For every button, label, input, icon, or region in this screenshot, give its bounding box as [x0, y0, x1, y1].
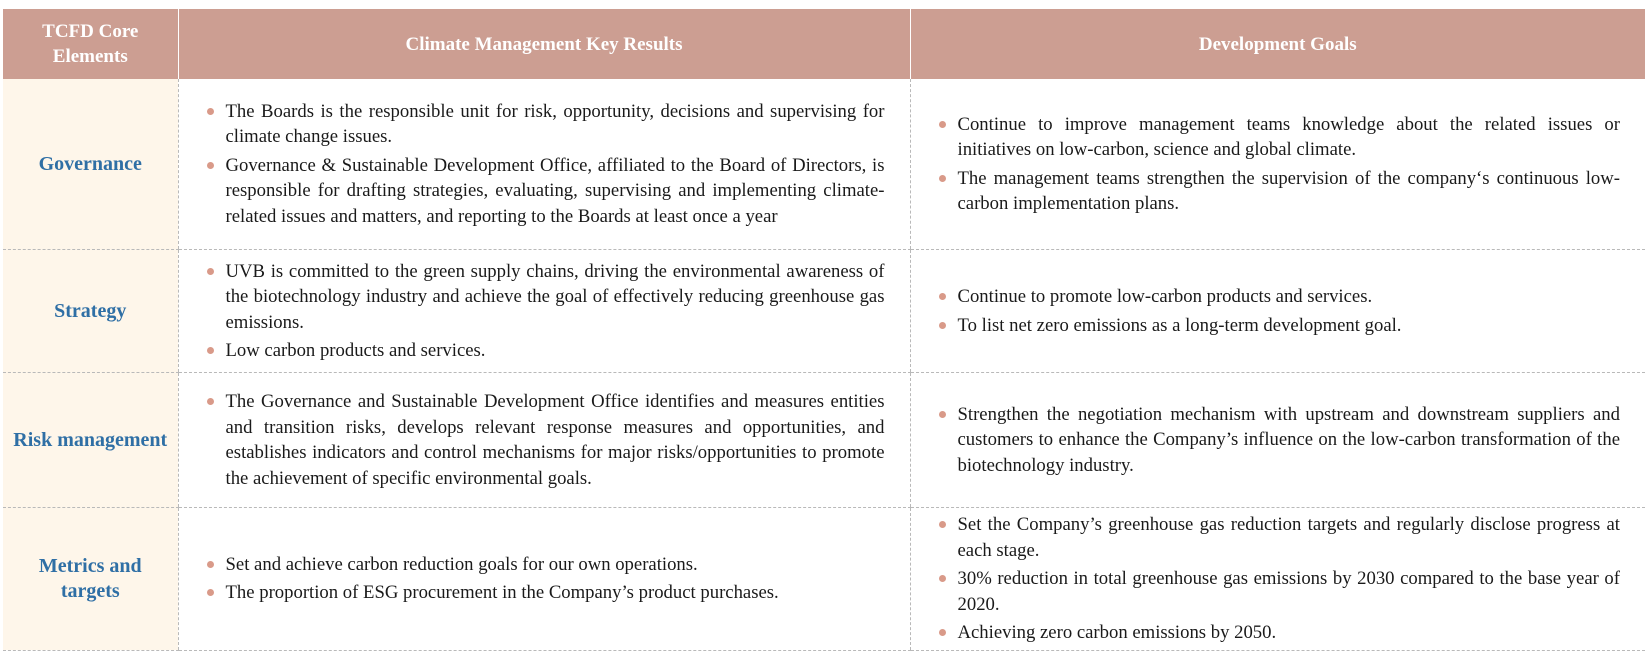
list-item: 30% reduction in total greenhouse gas emissions by 2030 compared to the base year of 2020.	[958, 566, 1621, 617]
list-item: Set the Company’s greenhouse gas reduction targets and regularly disclose progress at each stage.	[958, 512, 1621, 563]
element-governance: Governance	[3, 79, 178, 250]
list-item: Continue to improve management teams knowledge about the related issues or initiatives on low-carbon, science and global climate.	[958, 112, 1621, 163]
goals-metrics-and-targets	[910, 508, 1645, 651]
results-list	[180, 389, 909, 491]
element-strategy: Strategy	[3, 250, 178, 373]
tcfd-table-container	[3, 9, 1645, 651]
list-item: To list net zero emissions as a long-term development goal.	[958, 313, 1621, 339]
table-header	[3, 9, 1645, 79]
list-item: The proportion of ESG procurement in the Company’s product purchases.	[226, 580, 885, 606]
results-list	[180, 552, 909, 606]
header-development-goals: Development Goals	[910, 9, 1645, 79]
element-metrics-and-targets: Metrics and targets	[3, 508, 178, 651]
goals-list	[912, 112, 1645, 217]
list-item: Set and achieve carbon reduction goals for our own operations.	[226, 552, 885, 578]
goals-list	[912, 402, 1645, 479]
results-governance	[178, 79, 910, 250]
goals-risk-management	[910, 373, 1645, 508]
results-risk-management	[178, 373, 910, 508]
list-item: The Boards is the responsible unit for risk, opportunity, decisions and supervising for climate change issues.	[226, 99, 885, 150]
table-row-governance	[3, 79, 1645, 250]
table-body	[3, 79, 1645, 650]
list-item: The management teams strengthen the supervision of the company‘s continuous low-carbon implementation plans.	[958, 166, 1621, 217]
header-row	[3, 9, 1645, 79]
results-list	[180, 99, 909, 230]
list-item: Governance & Sustainable Development Office, affiliated to the Board of Directors, is responsible for drafting strategies, evaluating, supervising and implementing climate-related issues and matters, and reporting to the Boards at least once a year	[226, 153, 885, 230]
results-metrics-and-targets	[178, 508, 910, 651]
list-item: Achieving zero carbon emissions by 2050.	[958, 620, 1621, 646]
goals-list	[912, 512, 1645, 646]
list-item: UVB is committed to the green supply chains, driving the environmental awareness of the biotechnology industry and achieve the goal of effectively reducing greenhouse gas emissions.	[226, 259, 885, 336]
header-core-elements: TCFD Core Elements	[3, 9, 178, 79]
table-row-metrics-and-targets	[3, 508, 1645, 651]
goals-governance	[910, 79, 1645, 250]
element-risk-management: Risk management	[3, 373, 178, 508]
results-list	[180, 259, 909, 364]
header-key-results: Climate Management Key Results	[178, 9, 910, 79]
list-item: The Governance and Sustainable Development Office identifies and measures entities and transition risks, develops relevant response measures and opportunities, and establishes indicators and control mechanisms for major risks/opportunities to promote the achievement of specific environmental goals.	[226, 389, 885, 491]
list-item: Continue to promote low-carbon products and services.	[958, 284, 1621, 310]
goals-list	[912, 284, 1645, 338]
list-item: Strengthen the negotiation mechanism with upstream and downstream suppliers and customers to enhance the Company’s influence on the low-carbon transformation of the biotechnology industry.	[958, 402, 1621, 479]
list-item: Low carbon products and services.	[226, 338, 885, 364]
goals-strategy	[910, 250, 1645, 373]
table-row-risk-management	[3, 373, 1645, 508]
table-row-strategy	[3, 250, 1645, 373]
tcfd-table	[3, 9, 1645, 651]
results-strategy	[178, 250, 910, 373]
